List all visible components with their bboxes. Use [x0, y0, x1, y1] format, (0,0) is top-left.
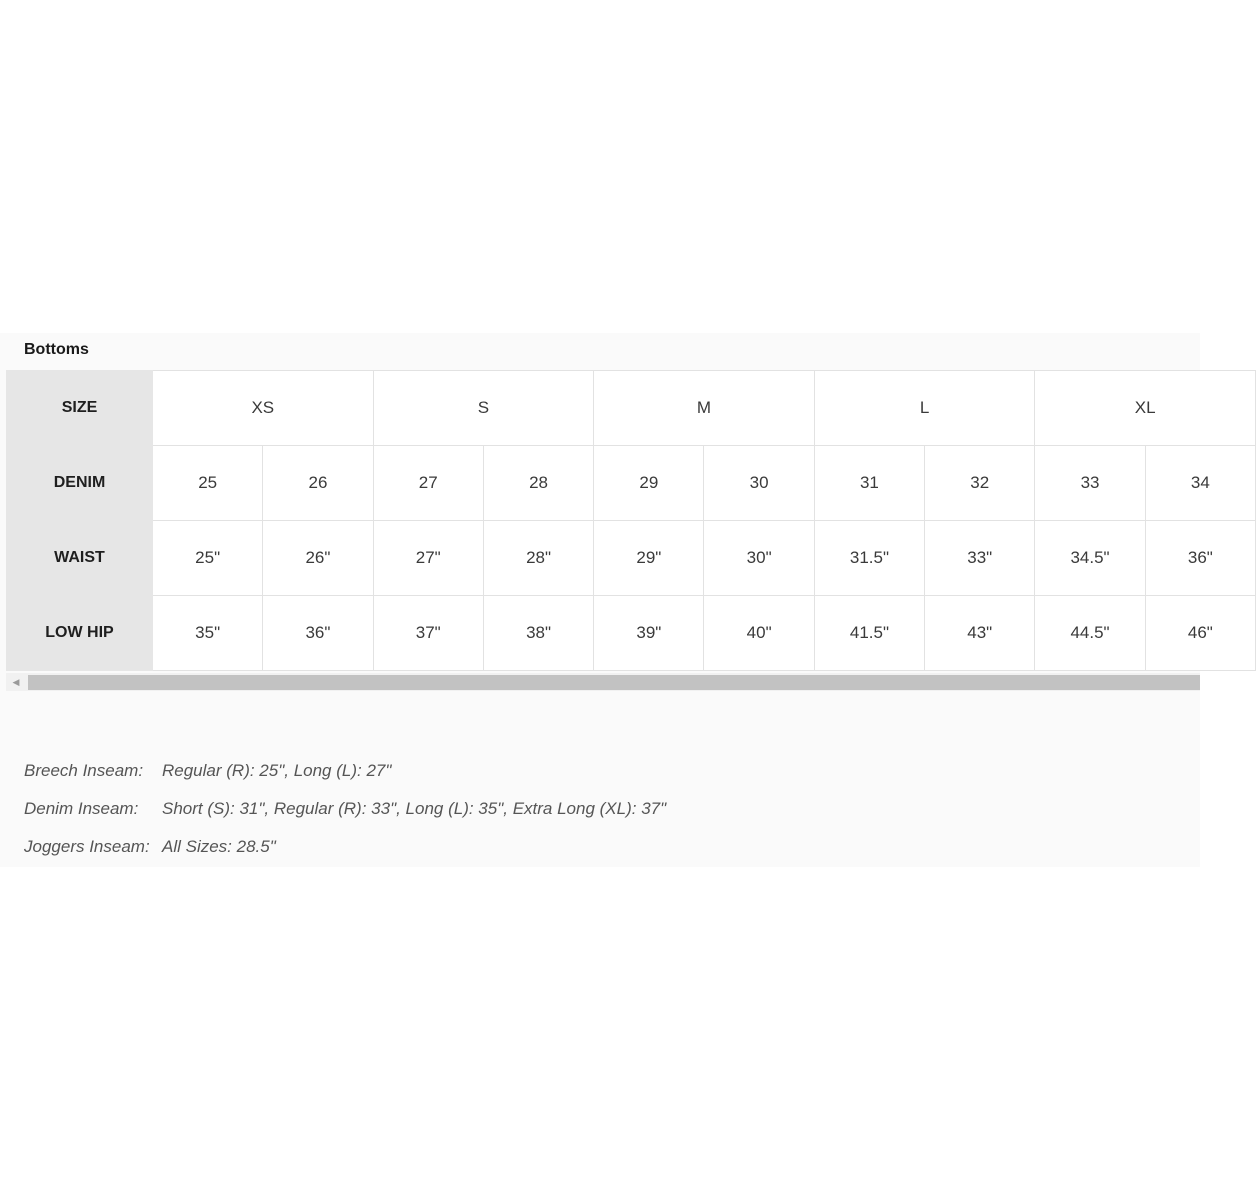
- table-cell: 39": [594, 596, 704, 671]
- table-cell: 29: [594, 446, 704, 521]
- table-cell: 27: [373, 446, 483, 521]
- inseam-notes: [24, 756, 666, 870]
- table-cell: 36": [1145, 521, 1255, 596]
- table-cell: 27": [373, 521, 483, 596]
- table-cell: L: [814, 371, 1035, 446]
- table-cell: 30: [704, 446, 814, 521]
- table-cell: 38": [483, 596, 593, 671]
- note-label: Joggers Inseam:: [24, 837, 150, 856]
- table-cell: 25: [153, 446, 263, 521]
- row-header: WAIST: [7, 521, 153, 596]
- table-cell: 40": [704, 596, 814, 671]
- row-header: SIZE: [7, 371, 153, 446]
- table-cell: 26: [263, 446, 373, 521]
- row-header: LOW HIP: [7, 596, 153, 671]
- table-cell: 31.5": [814, 521, 924, 596]
- table-row-waist: [7, 521, 1256, 596]
- table-cell: 28": [483, 521, 593, 596]
- note-value: Short (S): 31", Regular (R): 33", Long (L): 35", Extra Long (XL): 37": [162, 799, 667, 818]
- table-cell: 33: [1035, 446, 1145, 521]
- table-row-denim: [7, 446, 1256, 521]
- table-cell: 43": [925, 596, 1035, 671]
- note-denim-inseam: [24, 794, 666, 832]
- chevron-left-icon[interactable]: ◀: [12, 676, 20, 687]
- table-cell: 36": [263, 596, 373, 671]
- size-table-container[interactable]: [6, 370, 1213, 671]
- table-cell: 34.5": [1035, 521, 1145, 596]
- table-cell: 31: [814, 446, 924, 521]
- note-value: All Sizes: 28.5": [162, 837, 276, 856]
- table-row-low-hip: [7, 596, 1256, 671]
- table-cell: 32: [925, 446, 1035, 521]
- note-label: Breech Inseam:: [24, 761, 144, 780]
- size-table: [6, 370, 1256, 671]
- table-cell: 25": [153, 521, 263, 596]
- horizontal-scrollbar[interactable]: [6, 673, 1200, 691]
- note-breech-inseam: [24, 756, 666, 794]
- table-row-size: [7, 371, 1256, 446]
- table-cell: 34: [1145, 446, 1255, 521]
- row-header: DENIM: [7, 446, 153, 521]
- table-cell: 41.5": [814, 596, 924, 671]
- table-cell: 35": [153, 596, 263, 671]
- note-label: Denim Inseam:: [24, 799, 139, 818]
- table-cell: 26": [263, 521, 373, 596]
- note-joggers-inseam: [24, 832, 666, 870]
- table-cell: 28: [483, 446, 593, 521]
- table-cell: M: [594, 371, 815, 446]
- section-title: Bottoms: [24, 341, 89, 358]
- table-cell: XL: [1035, 371, 1256, 446]
- scrollbar-thumb[interactable]: [28, 675, 1200, 690]
- table-cell: XS: [153, 371, 374, 446]
- note-value: Regular (R): 25", Long (L): 27": [162, 761, 392, 780]
- table-cell: 29": [594, 521, 704, 596]
- table-cell: 33": [925, 521, 1035, 596]
- table-cell: 46": [1145, 596, 1255, 671]
- table-cell: S: [373, 371, 594, 446]
- table-cell: 37": [373, 596, 483, 671]
- table-cell: 30": [704, 521, 814, 596]
- table-cell: 44.5": [1035, 596, 1145, 671]
